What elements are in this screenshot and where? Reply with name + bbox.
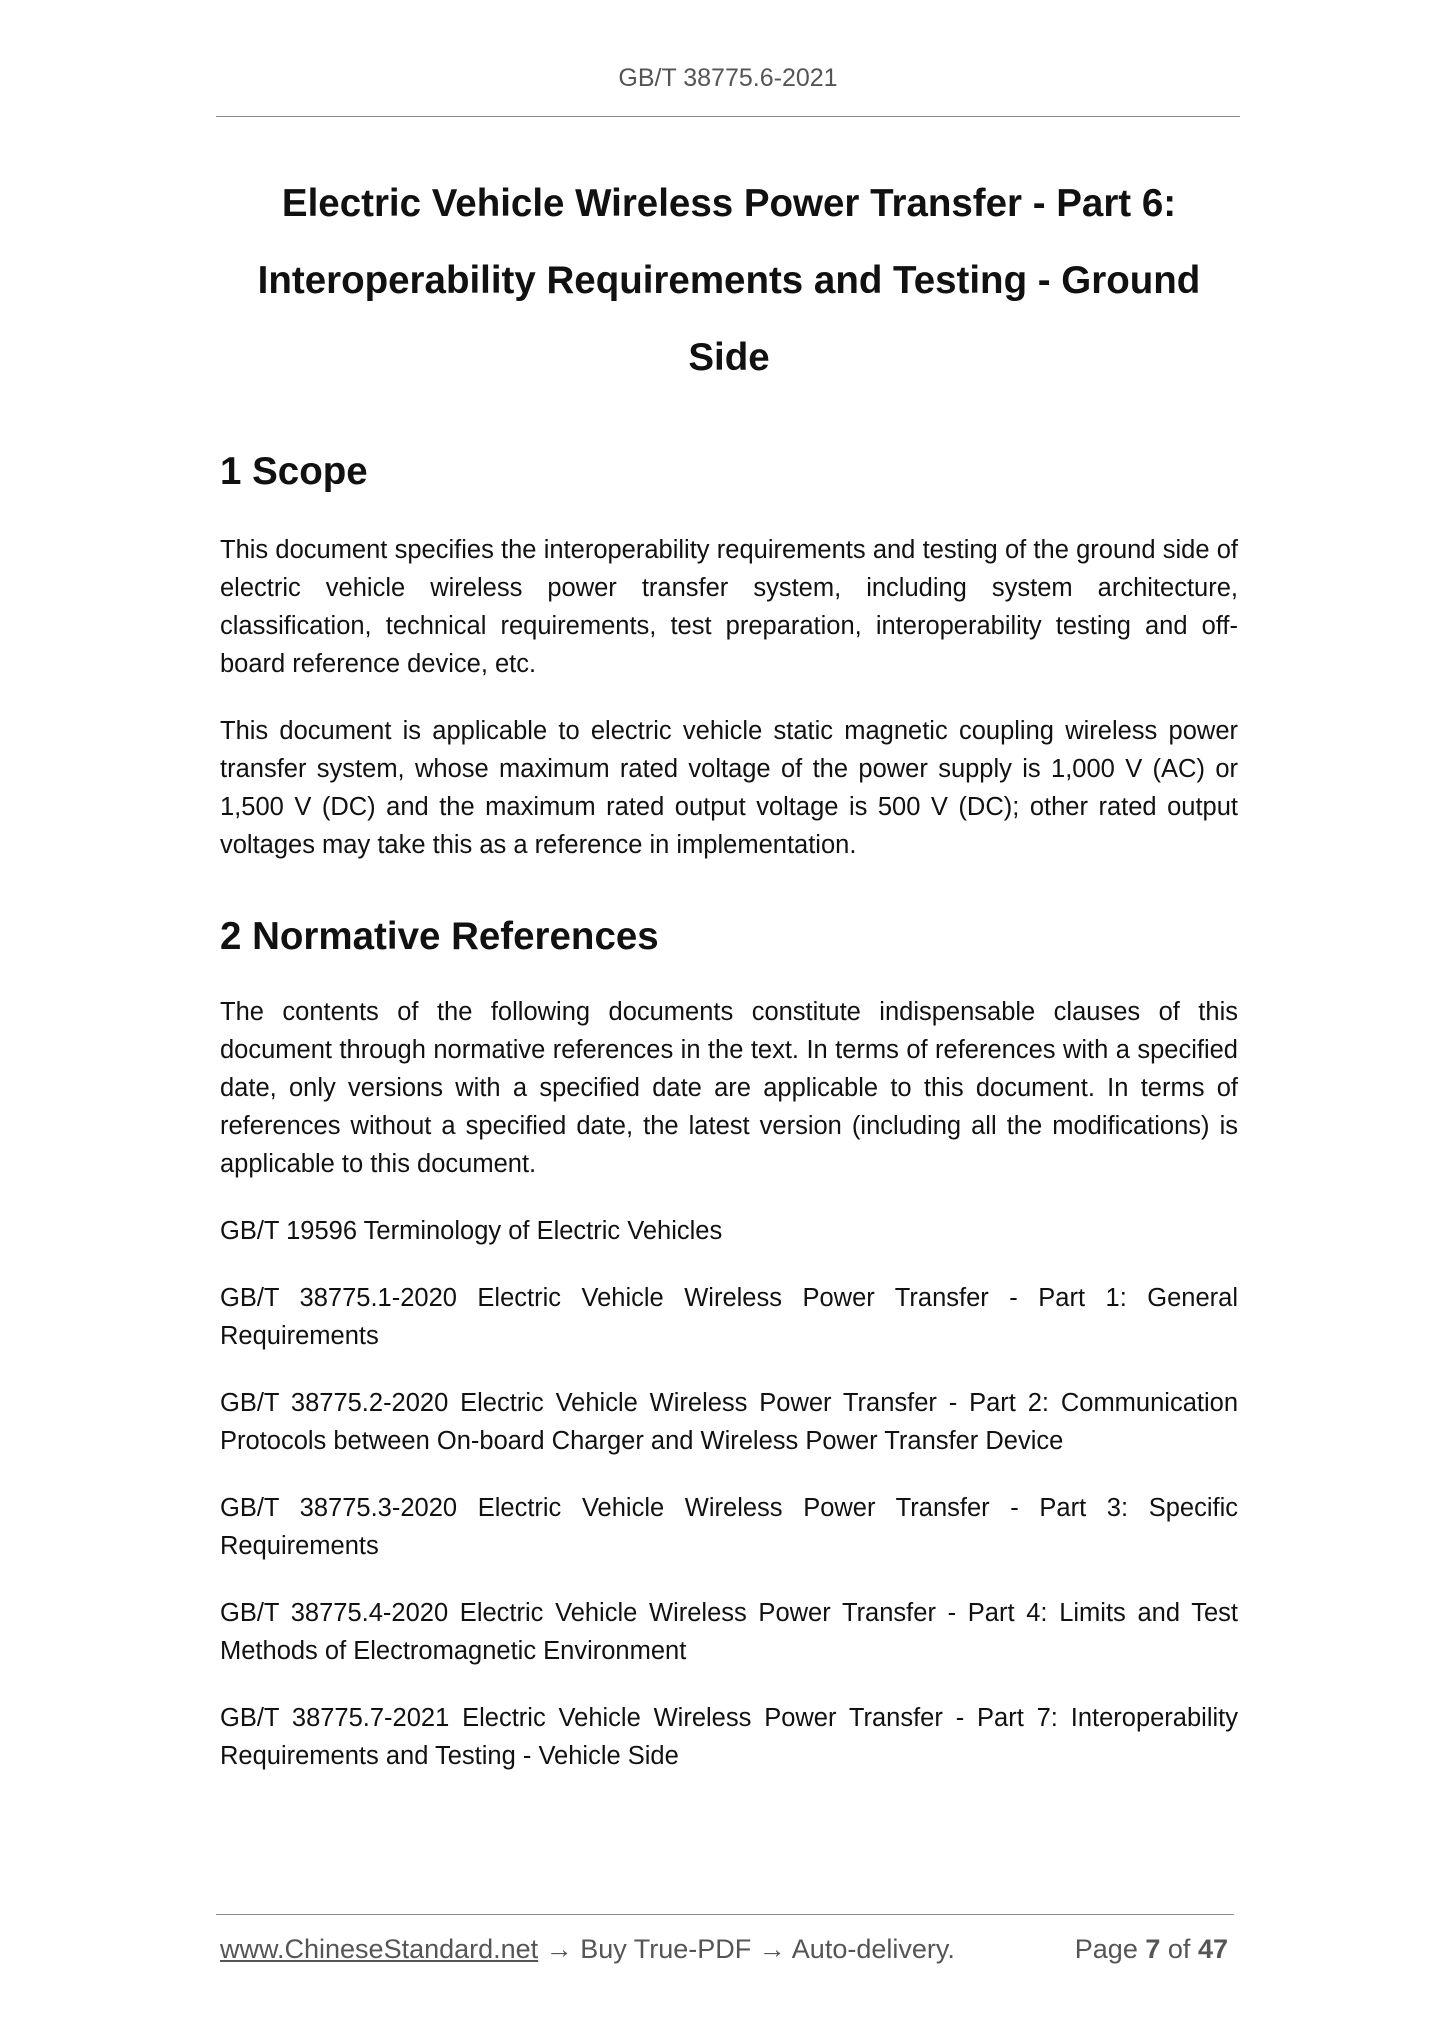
reference-item-gbt-38775-3: GB/T 38775.3-2020 Electric Vehicle Wireless Power Transfer - Part 3: Specific Requirements: [220, 1494, 1238, 1560]
scope-paragraph-1: This document specifies the interoperability requirements and testing of the ground side of electric vehicle wireless power transfer system, including system architecture, classification, technical requirements, test preparation, interoperability testing and off-board reference device, etc.: [220, 536, 1238, 678]
header-divider: [216, 116, 1240, 117]
page-total: 47: [1197, 1934, 1228, 1964]
reference-item-gbt-19596: GB/T 19596 Terminology of Electric Vehicles: [220, 1217, 723, 1245]
page-of-label: of: [1167, 1934, 1191, 1964]
buy-true-pdf-text: Buy True-PDF: [580, 1934, 752, 1964]
reference-item-gbt-38775-4: GB/T 38775.4-2020 Electric Vehicle Wireless Power Transfer - Part 4: Limits and Test Methods of Electromagnetic Environment: [220, 1599, 1238, 1665]
arrow-right-icon: →: [545, 1934, 573, 1964]
arrow-right-icon: →: [758, 1934, 786, 1964]
reference-item-gbt-38775-1: GB/T 38775.1-2020 Electric Vehicle Wireless Power Transfer - Part 1: General Requirements: [220, 1284, 1238, 1350]
reference-item-gbt-38775-7: GB/T 38775.7-2021 Electric Vehicle Wireless Power Transfer - Part 7: Interoperability Requirements and Testing - Vehicle Side: [220, 1704, 1238, 1770]
scope-heading: 1 Scope: [220, 450, 368, 493]
document-title: [220, 165, 1238, 396]
page-footer: [220, 1934, 1234, 1965]
reference-item-gbt-38775-2: GB/T 38775.2-2020 Electric Vehicle Wireless Power Transfer - Part 2: Communication Protocols between On-board Charger and Wireless Power Transfer Device: [220, 1389, 1238, 1455]
page-header: [216, 64, 1240, 93]
chinesestandard-link[interactable]: www.ChineseStandard.net: [220, 1934, 539, 1964]
auto-delivery-text: Auto-delivery.: [791, 1934, 955, 1964]
title-line-2: Interoperability Requirements and Testing - Ground: [257, 259, 1201, 302]
title-line-3: Side: [688, 336, 770, 379]
footer-divider: [216, 1914, 1234, 1915]
normative-references-intro: The contents of the following documents constitute indispensable clauses of this document through normative references in the text. In terms of references with a specified date, only versions with a specified date are applicable to this document. In terms of references without a specified date, the latest version (including all the modifications) is applicable to this document.: [220, 998, 1238, 1178]
page-label: Page: [1074, 1934, 1138, 1964]
title-line-1: Electric Vehicle Wireless Power Transfer - Part 6:: [281, 182, 1177, 225]
page-content: [220, 165, 1238, 1804]
scope-paragraph-2: This document is applicable to electric vehicle static magnetic coupling wireless power transfer system, whose maximum rated voltage of the power supply is 1,000 V (AC) or 1,500 V (DC) and the maximum rated output voltage is 500 V (DC); other rated output voltages may take this as a reference in implementation.: [220, 717, 1238, 859]
normative-references-heading: 2 Normative References: [220, 915, 659, 958]
page-current: 7: [1145, 1934, 1161, 1964]
page-indicator: [1075, 1934, 1228, 1965]
header-doc-number: GB/T 38775.6-2021: [618, 64, 838, 92]
